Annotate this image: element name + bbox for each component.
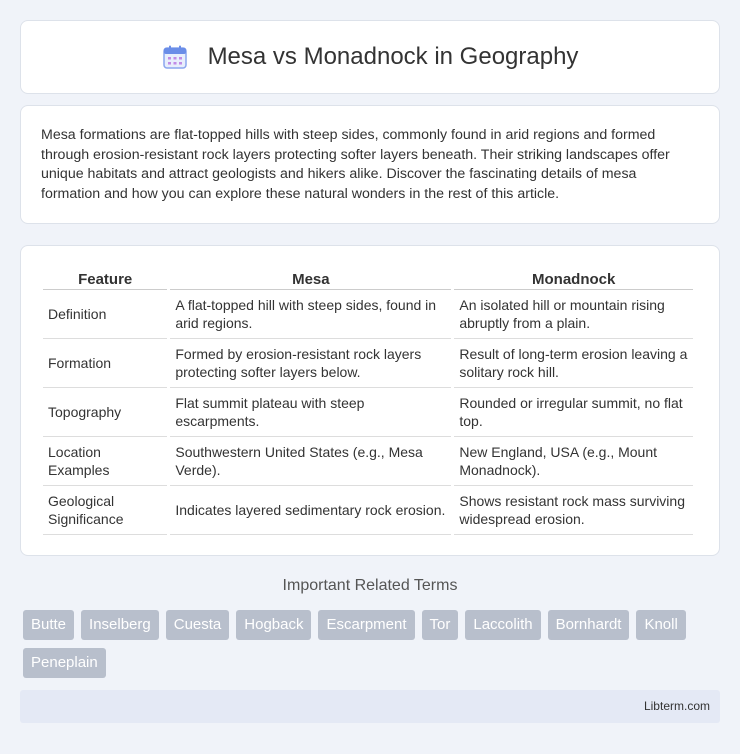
header-mesa: Mesa bbox=[170, 268, 451, 290]
table-row bbox=[43, 437, 693, 486]
title-card bbox=[20, 20, 720, 94]
calendar-icon bbox=[162, 44, 188, 70]
cell-feature: Topography bbox=[43, 388, 167, 437]
header-monadnock: Monadnock bbox=[454, 268, 693, 290]
cell-monadnock: Shows resistant rock mass surviving widespread erosion. bbox=[454, 486, 693, 535]
header-feature: Feature bbox=[43, 268, 167, 290]
cell-mesa: Flat summit plateau with steep escarpments. bbox=[170, 388, 451, 437]
term-tag[interactable]: Knoll bbox=[636, 610, 685, 640]
cell-monadnock: Result of long-term erosion leaving a solitary rock hill. bbox=[454, 339, 693, 388]
term-tag[interactable]: Inselberg bbox=[81, 610, 159, 640]
comparison-table bbox=[40, 268, 696, 535]
cell-monadnock: Rounded or irregular summit, no flat top. bbox=[454, 388, 693, 437]
comparison-table-card bbox=[20, 245, 720, 556]
term-tag[interactable]: Escarpment bbox=[318, 610, 414, 640]
cell-monadnock: An isolated hill or mountain rising abruptly from a plain. bbox=[454, 290, 693, 339]
related-terms-list bbox=[23, 610, 723, 678]
cell-mesa: A flat-topped hill with steep sides, found in arid regions. bbox=[170, 290, 451, 339]
cell-feature: Definition bbox=[43, 290, 167, 339]
cell-feature: Formation bbox=[43, 339, 167, 388]
footer-site-link[interactable]: Libterm.com bbox=[643, 699, 710, 713]
page-title: Mesa vs Monadnock in Geography bbox=[207, 43, 579, 70]
cell-feature: Location Examples bbox=[43, 437, 167, 486]
cell-monadnock: New England, USA (e.g., Mount Monadnock). bbox=[454, 437, 693, 486]
table-row bbox=[43, 388, 693, 437]
term-tag[interactable]: Tor bbox=[422, 610, 459, 640]
term-tag[interactable]: Hogback bbox=[236, 610, 311, 640]
related-terms-heading: Important Related Terms bbox=[282, 577, 458, 594]
term-tag[interactable]: Laccolith bbox=[465, 610, 540, 640]
term-tag[interactable]: Bornhardt bbox=[548, 610, 630, 640]
table-row bbox=[43, 339, 693, 388]
intro-card bbox=[20, 105, 720, 224]
table-row bbox=[43, 486, 693, 535]
term-tag[interactable]: Peneplain bbox=[23, 648, 106, 678]
cell-mesa: Indicates layered sedimentary rock erosion. bbox=[170, 486, 451, 535]
intro-text: Mesa formations are flat-topped hills with steep sides, commonly found in arid regions and formed through erosion-resistant rock layers protecting softer layers beneath. Their striking landscapes offer unique habitats and attract geologists and hikers alike. Discover the fascinating details of mesa formation and how you can explore these natural wonders in the rest of this article. bbox=[41, 127, 670, 202]
table-header-row bbox=[43, 268, 693, 290]
table-row bbox=[43, 290, 693, 339]
term-tag[interactable]: Butte bbox=[23, 610, 74, 640]
cell-mesa: Formed by erosion-resistant rock layers protecting softer layers below. bbox=[170, 339, 451, 388]
cell-feature: Geological Significance bbox=[43, 486, 167, 535]
term-tag[interactable]: Cuesta bbox=[166, 610, 230, 640]
cell-mesa: Southwestern United States (e.g., Mesa Verde). bbox=[170, 437, 451, 486]
footer bbox=[20, 690, 720, 723]
